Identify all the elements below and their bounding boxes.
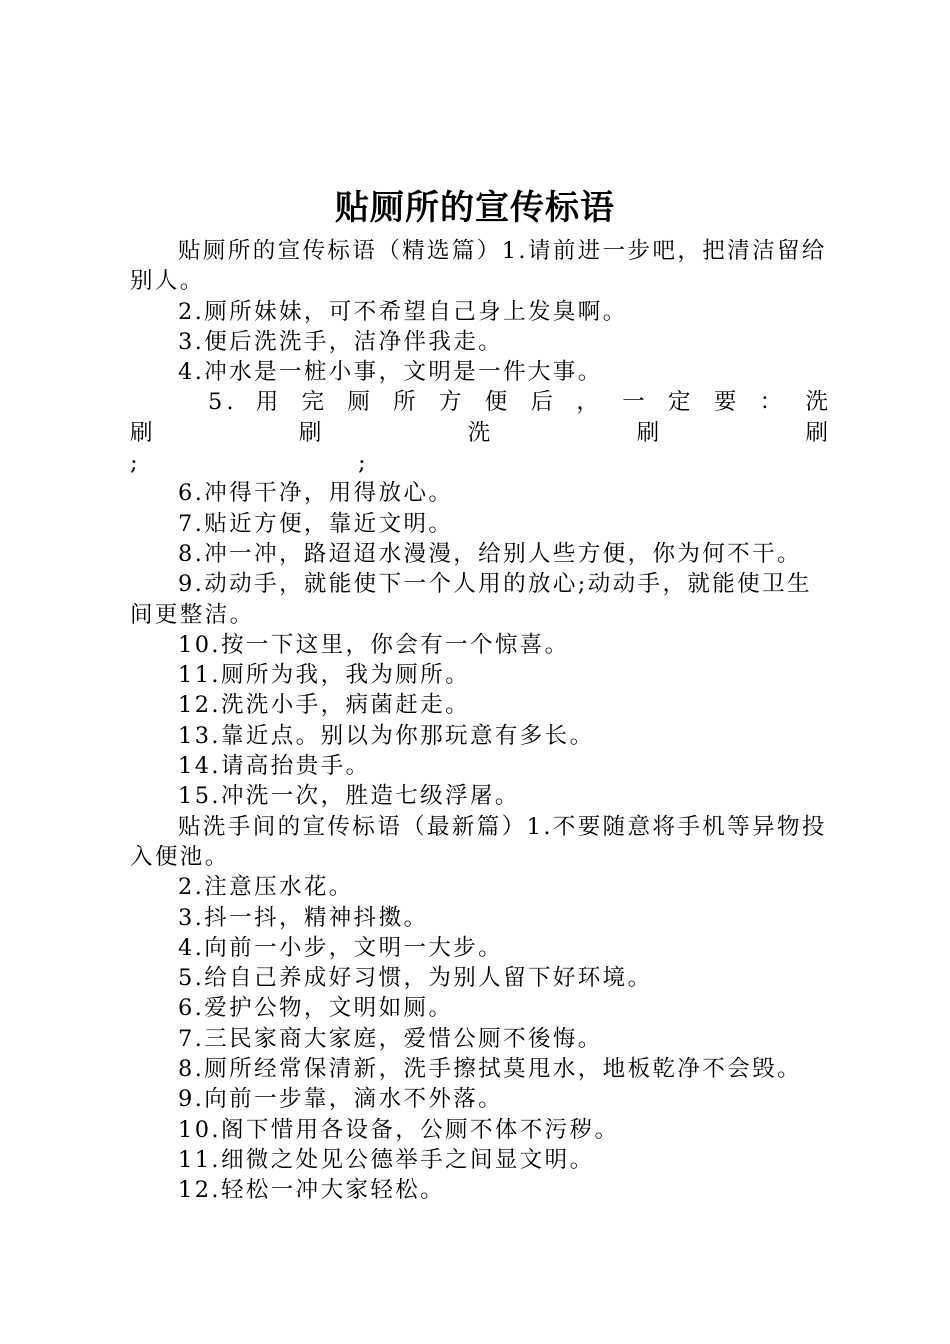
document-title: 贴厕所的宣传标语 — [335, 188, 615, 228]
paragraph-item: 4.冲水是一桩小事，文明是一件大事。 — [178, 359, 603, 386]
paragraph-item: 13.靠近点。别以为你那玩意有多长。 — [178, 722, 595, 749]
paragraph-intro-2: 贴洗手间的宣传标语（最新篇）1.不要随意将手机等异物投入便池。 — [130, 813, 827, 870]
paragraph-item: 10.按一下这里，你会有一个惊喜。 — [178, 631, 570, 658]
paragraph-item: 11.细微之处见公德举手之间显文明。 — [178, 1146, 595, 1173]
paragraph-item: 11.厕所为我，我为厕所。 — [178, 662, 470, 689]
paragraph-item: 14.请高抬贵手。 — [178, 753, 371, 780]
semicolon-line — [130, 448, 832, 478]
paragraph-item: 6.爱护公物，文明如厕。 — [178, 995, 454, 1022]
paragraph-item: 7.三民家商大家庭，爱惜公厕不後悔。 — [178, 1025, 603, 1052]
paragraph-intro-1: 贴厕所的宣传标语（精选篇）1.请前进一步吧，把清洁留给别人。 — [130, 238, 827, 295]
semicolon-mark: ; — [358, 450, 368, 477]
paragraph-item: 5.给自己养成好习惯，为别人留下好环境。 — [178, 965, 653, 992]
paragraph-item-justified: 5. 用 完 厕 所 方 便 后 ， 一 定 要 ： 洗 刷 刷 洗 刷 刷 — [130, 389, 832, 446]
semicolon-mark: ; — [130, 450, 140, 477]
document-body — [130, 236, 832, 1206]
paragraph-item: 12.轻松一冲大家轻松。 — [178, 1177, 446, 1204]
paragraph-item: 2.注意压水花。 — [178, 874, 354, 901]
paragraph-item: 6.冲得干净，用得放心。 — [178, 480, 454, 507]
paragraph-item: 12.洗洗小手，病菌赶走。 — [178, 692, 470, 719]
paragraph-item: 3.便后洗洗手，洁净伴我走。 — [178, 328, 504, 355]
paragraph-item: 15.冲洗一次，胜造七级浮屠。 — [178, 783, 520, 810]
paragraph-item: 2.厕所妹妹，可不希望自己身上发臭啊。 — [178, 298, 628, 325]
paragraph-item: 8.冲一冲，路迢迢水漫漫，给别人些方便，你为何不干。 — [178, 540, 802, 567]
paragraph-item: 4.向前一小步，文明一大步。 — [178, 934, 504, 961]
paragraph-item: 9.动动手，就能使下一个人用的放心;动动手，就能使卫生间更整洁。 — [130, 571, 812, 628]
paragraph-item: 3.抖一抖，精神抖擞。 — [178, 904, 429, 931]
paragraph-item: 10.阁下惜用各设备，公厕不体不污秽。 — [178, 1116, 620, 1143]
paragraph-item: 8.厕所经常保清新，洗手擦拭莫甩水，地板乾净不会毁。 — [178, 1056, 802, 1083]
paragraph-item: 9.向前一步靠，滴水不外落。 — [178, 1086, 504, 1113]
paragraph-item: 7.贴近方便，靠近文明。 — [178, 510, 454, 537]
